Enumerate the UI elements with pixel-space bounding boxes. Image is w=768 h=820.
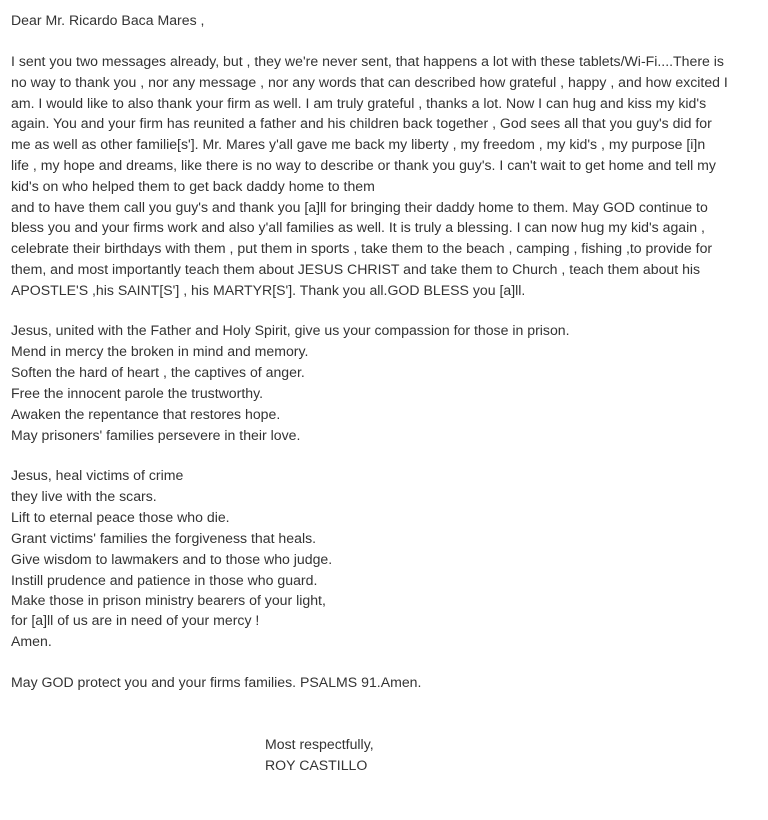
signoff: Most respectfully,: [265, 736, 374, 752]
prayer-line: Lift to eternal peace those who die.: [11, 509, 230, 525]
paragraph-line: celebrate their birthdays with them , put them in sports , take them to the beach , camping , fishing ,to provide for: [11, 240, 713, 257]
paragraph-line: kid's on who helped them to get back daddy home to them: [11, 177, 375, 194]
prayer-line: for [a]ll of us are in need of your mercy !: [11, 612, 260, 628]
paragraph-line: bless you and your firms work and also y'all families as well. It is truly a blessing. I can now hug my kid's again ,: [11, 219, 705, 236]
closing-blessing: May GOD protect you and your firms families. PSALMS 91.Amen.: [11, 674, 422, 690]
signature-name: ROY CASTILLO: [265, 757, 368, 773]
prayer-line: Grant victims' families the forgiveness that heals.: [11, 530, 317, 546]
prayer-line: they live with the scars.: [11, 488, 157, 504]
prayer-line: Amen.: [11, 633, 52, 649]
paragraph-line: I sent you two messages already, but , they we're never sent, that happens a lot with these tablets/Wi-Fi....There is: [11, 53, 724, 69]
paragraph-line: them, and most importantly teach them about JESUS CHRIST and take them to Church , teach them about his: [11, 261, 701, 277]
prayer-line: Mend in mercy the broken in mind and memory.: [11, 343, 309, 359]
prayer-line: Awaken the repentance that restores hope.: [11, 406, 281, 422]
prayer-line: Soften the hard of heart , the captives of anger.: [11, 364, 305, 380]
paragraph-line: and to have them call you guy's and thank you [a]ll for bringing their daddy home to them. May GOD continue to: [11, 198, 708, 215]
paragraph-line: am. I would like to also thank your firm as well. I am truly grateful , thanks a lot. Now I can hug and kiss my kid's: [11, 94, 707, 111]
paragraph-line: life , my hope and dreams, like there is no way to describe or thank you guy's. I can't wait to get home and tell my: [11, 157, 716, 173]
prayer-line: Jesus, united with the Father and Holy Spirit, give us your compassion for those in prison.: [11, 322, 570, 338]
prayer-line: Give wisdom to lawmakers and to those who judge.: [11, 551, 333, 567]
prayer-line: Instill prudence and patience in those who guard.: [11, 572, 318, 588]
paragraph-line: again. You and your firm has reunited a father and his children back together , God sees all that you guy's did for: [11, 115, 712, 132]
prayer-line: Jesus, heal victims of crime: [11, 467, 184, 483]
salutation: Dear Mr. Ricardo Baca Mares ,: [11, 12, 205, 28]
paragraph-line: no way to thank you , nor any message , nor any words that can described how grateful , happy , and how excited I: [11, 73, 728, 90]
paragraph-line: APOSTLE'S ,his SAINT[S'] , his MARTYR[S']. Thank you all.GOD BLESS you [a]ll.: [11, 281, 526, 298]
prayer-line: Free the innocent parole the trustworthy.: [11, 385, 263, 401]
paragraph-line: me as well as other familie[s']. Mr. Mares y'all gave me back my liberty , my freedom , my kid's , my purpose [i]n: [11, 136, 706, 153]
prayer-line: May prisoners' families persevere in their love.: [11, 427, 301, 443]
prayer-line: Make those in prison ministry bearers of your light,: [11, 592, 326, 608]
